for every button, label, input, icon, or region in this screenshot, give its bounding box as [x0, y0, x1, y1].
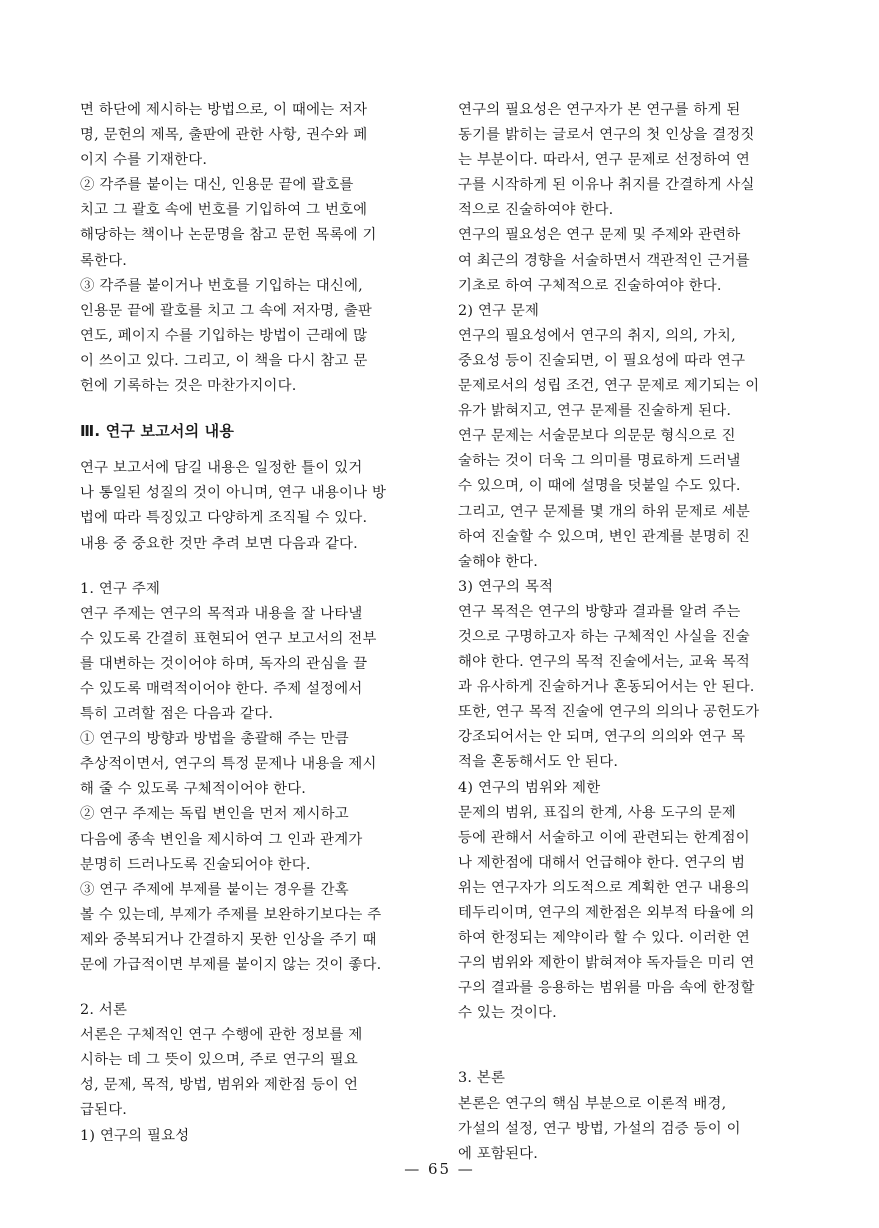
text-line: 면 하단에 제시하는 방법으로, 이 때에는 저자 — [80, 102, 368, 118]
text-line: 연구의 필요성에서 연구의 취지, 의의, 가치, — [458, 327, 736, 344]
text-line: 동기를 밝히는 글로서 연구의 첫 인상을 결정짓 — [458, 127, 755, 144]
text-line: 그리고, 연구 문제를 몇 개의 하위 문제로 세분 — [458, 503, 751, 520]
text-line: 연구 주제는 연구의 목적과 내용을 잘 나타낼 — [80, 605, 363, 622]
text-line: 문제로서의 성립 조건, 연구 문제로 제기되는 이 — [458, 378, 760, 395]
subsection-heading: 2. 서론 — [80, 1002, 128, 1019]
text-line: 분명히 드러나도록 진술되어야 한다. — [80, 856, 311, 873]
research-topic-section — [80, 577, 428, 979]
text-line: 등에 관해서 서술하고 이에 관련되는 한계점이 — [458, 829, 750, 846]
text-line: 이 쓰이고 있다. 그리고, 이 책을 다시 참고 문 — [80, 352, 368, 369]
research-details-section — [458, 98, 806, 1026]
text-line: 명, 문헌의 제목, 출판에 관한 사항, 권수와 페 — [80, 127, 368, 144]
text-line: ① 연구의 방향과 방법을 총괄해 주는 만큼 — [80, 731, 349, 748]
text-line: 문제의 범위, 표집의 한계, 사용 도구의 문제 — [458, 804, 736, 821]
main-body-section — [458, 1066, 806, 1166]
text-line: 것으로 구명하고자 하는 구체적인 사실을 진술 — [458, 628, 750, 645]
text-line: 를 대변하는 것이어야 하며, 독자의 관심을 끌 — [80, 655, 368, 672]
text-line: 는 부분이다. 따라서, 연구 문제로 선정하여 연 — [458, 152, 751, 169]
text-line: 치고 그 괄호 속에 번호를 기입하여 그 번호에 — [80, 202, 368, 219]
text-line: 위는 연구자가 의도적으로 계획한 연구 내용의 — [458, 879, 750, 896]
subsection-heading: 3) 연구의 목적 — [458, 578, 554, 595]
text-line: 술해야 한다. — [458, 553, 539, 570]
text-line: 볼 수 있는데, 부제가 주제를 보완하기보다는 주 — [80, 906, 382, 923]
text-line: 문에 가급적이면 부제를 붙이지 않는 것이 좋다. — [80, 957, 382, 973]
text-line: 다음에 종속 변인을 제시하여 그 인과 관계가 — [80, 831, 363, 848]
text-line: 법에 따라 특징있고 다양하게 조직될 수 있다. — [80, 510, 368, 527]
text-line: 중요성 등이 진술되면, 이 필요성에 따라 연구 — [458, 352, 746, 369]
section-intro-paragraph — [80, 456, 428, 556]
subsection-heading: 1. 연구 주제 — [80, 580, 161, 597]
text-line: 록한다. — [80, 252, 128, 269]
text-line: 과 유사하게 진술하거나 혼동되어서는 안 된다. — [458, 679, 755, 696]
text-line: 적으로 진술하여야 한다. — [458, 202, 614, 219]
text-line: 구의 범위와 제한이 밝혀져야 독자들은 미리 연 — [458, 955, 755, 972]
subsection-heading: 3. 본론 — [458, 1070, 506, 1087]
text-line: 연구 목적은 연구의 방향과 결과를 알려 주는 — [458, 603, 741, 620]
left-column — [80, 98, 428, 1149]
text-line: 또한, 연구 목적 진술에 연구의 의의나 공헌도가 — [458, 704, 760, 721]
text-line: 연도, 페이지 수를 기입하는 방법이 근래에 많 — [80, 327, 368, 344]
text-line: 연구의 필요성은 연구자가 본 연구를 하게 된 — [458, 102, 741, 118]
text-line: 특히 고려할 점은 다음과 같다. — [80, 706, 274, 723]
text-line: ③ 각주를 붙이거나 번호를 기입하는 대신에, — [80, 277, 363, 294]
subsection-heading: 1) 연구의 필요성 — [80, 1127, 190, 1144]
text-line: 유가 밝혀지고, 연구 문제를 진술하게 된다. — [458, 403, 732, 420]
text-line: 수 있는 것이다. — [458, 1005, 557, 1022]
text-line: 테두리이며, 연구의 제한점은 외부적 타율에 의 — [458, 905, 755, 921]
text-line: 하여 한정되는 제약이라 할 수 있다. 이러한 연 — [458, 930, 751, 947]
text-line: 구를 시작하게 된 이유나 취지를 간결하게 사실 — [458, 177, 755, 194]
text-line: 수 있으며, 이 때에 설명을 덧붙일 수도 있다. — [458, 478, 741, 495]
text-line: 강조되어서는 안 되며, 연구의 의의와 연구 목 — [458, 729, 746, 746]
text-line: 연구의 필요성은 연구 문제 및 주제와 관련하 — [458, 227, 741, 244]
text-line: 헌에 기록하는 것은 마찬가지이다. — [80, 378, 297, 395]
text-line: 해 줄 수 있도록 구체적이어야 한다. — [80, 781, 307, 798]
page-number: — 65 — — [404, 1160, 475, 1178]
citation-methods-paragraph — [80, 98, 428, 399]
subsection-heading: 2) 연구 문제 — [458, 302, 540, 319]
text-line: 구의 결과를 응용하는 범위를 마음 속에 한정할 — [458, 980, 755, 997]
text-line: ② 연구 주제는 독립 변인을 먼저 제시하고 — [80, 806, 349, 823]
text-line: 이지 수를 기재한다. — [80, 152, 208, 169]
text-line: 하여 진술할 수 있으며, 변인 관계를 분명히 진 — [458, 528, 751, 545]
section-heading: Ⅲ. 연구 보고서의 내용 — [80, 422, 235, 441]
text-line: 적을 혼동해서도 안 된다. — [458, 754, 619, 771]
text-line: 서론은 구체적인 연구 수행에 관한 정보를 제 — [80, 1027, 363, 1044]
text-line: 급된다. — [80, 1102, 128, 1119]
text-line: 내용 중 중요한 것만 추려 보면 다음과 같다. — [80, 535, 358, 552]
text-line: 수 있도록 간결히 표현되어 연구 보고서의 전부 — [80, 630, 377, 647]
text-line: 가설의 설정, 연구 방법, 가설의 검증 등이 이 — [458, 1120, 741, 1137]
text-line: 에 포함된다. — [458, 1145, 539, 1162]
text-line: 시하는 데 그 뜻이 있으며, 주로 연구의 필요 — [80, 1052, 358, 1069]
text-line: 여 최근의 경향을 서술하면서 객관적인 근거를 — [458, 252, 750, 269]
introduction-section — [80, 998, 428, 1149]
text-line: ② 각주를 붙이는 대신, 인용문 끝에 괄호를 — [80, 177, 354, 194]
text-line: ③ 연구 주제에 부제를 붙이는 경우를 간혹 — [80, 881, 349, 898]
text-line: 인용문 끝에 괄호를 치고 그 속에 저자명, 출판 — [80, 302, 373, 319]
text-line: 추상적이면서, 연구의 특정 문제나 내용을 제시 — [80, 756, 377, 773]
text-line: 기초로 하여 구체적으로 진술하여야 한다. — [458, 277, 722, 294]
subsection-heading: 4) 연구의 범위와 제한 — [458, 779, 601, 796]
text-line: 연구 문제는 서술문보다 의문문 형식으로 진 — [458, 428, 736, 445]
text-line: 제와 중복되거나 간결하지 못한 인상을 주기 때 — [80, 931, 377, 948]
text-line: 술하는 것이 더욱 그 의미를 명료하게 드러낼 — [458, 453, 741, 470]
text-line: 성, 문제, 목적, 방법, 범위와 제한점 등이 언 — [80, 1077, 359, 1094]
text-line: 나 제한점에 대해서 언급해야 한다. 연구의 범 — [458, 854, 746, 871]
text-line: 연구 보고서에 담길 내용은 일정한 틀이 있거 — [80, 460, 363, 477]
text-line: 본론은 연구의 핵심 부분으로 이론적 배경, — [458, 1095, 727, 1112]
text-line: 해야 한다. 연구의 목적 진술에서는, 교육 목적 — [458, 654, 751, 671]
text-line: 나 통일된 성질의 것이 아니며, 연구 내용이나 방 — [80, 485, 387, 502]
text-line: 해당하는 책이나 논문명을 참고 문헌 목록에 기 — [80, 227, 377, 244]
text-line: 수 있도록 매력적이어야 한다. 주제 설정에서 — [80, 680, 363, 697]
right-column — [458, 98, 806, 1167]
